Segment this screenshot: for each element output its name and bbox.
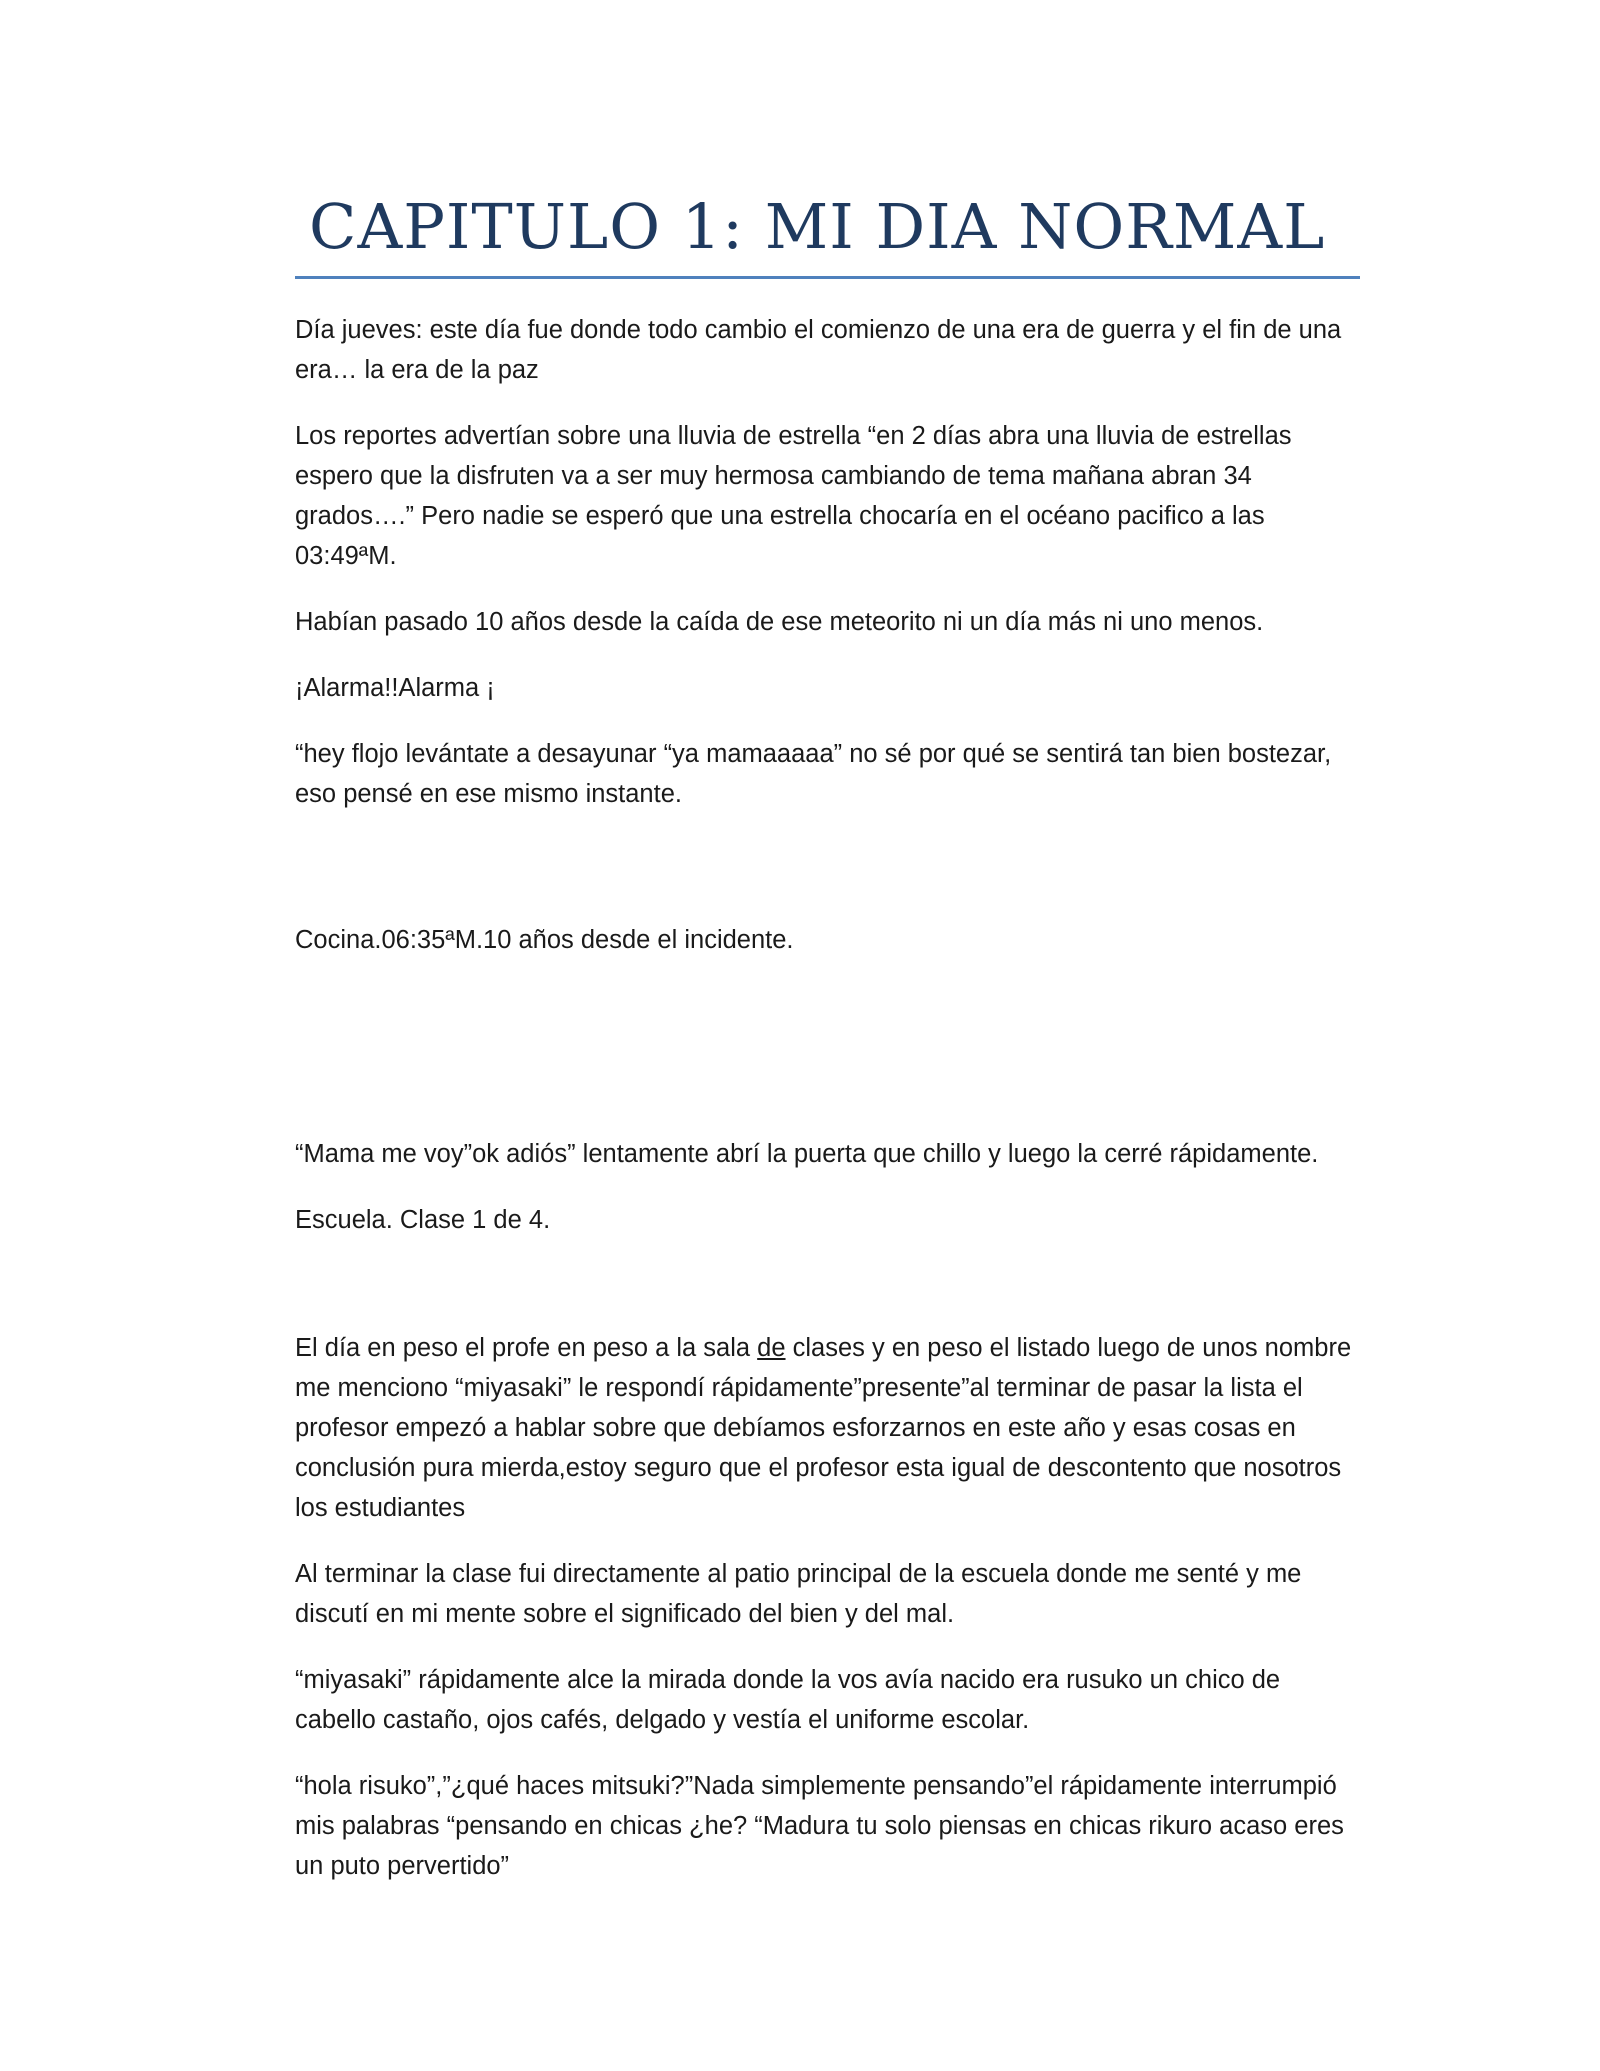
paragraph-1: Día jueves: este día fue donde todo cambio el comienzo de una era de guerra y el fin de una era… la era de la paz	[295, 316, 1342, 384]
paragraph-6: Cocina.06:35ªM.10 años desde el incidente.	[295, 926, 794, 954]
paragraph-8: Escuela. Clase 1 de 4.	[295, 1206, 551, 1234]
paragraph-9-part-1: El día en peso el profe en peso a la sala	[295, 1334, 758, 1362]
paragraph-7: “Mama me voy”ok adiós” lentamente abrí la puerta que chillo y luego la cerré rápidamente.	[295, 1140, 1319, 1168]
paragraph-2: Los reportes advertían sobre una lluvia de estrella “en 2 días abra una lluvia de estrellas espero que la disfruten va a ser muy hermosa cambiando de tema mañana abran 34 grados….” Pero nadie se esperó que una estrella chocaría en el océano pacifico a las 03:49ªM.	[295, 422, 1292, 570]
heading-block	[295, 188, 1360, 279]
chapter-title: CAPITULO 1: MI DIA NORMAL	[309, 190, 1326, 263]
paragraph-4: ¡Alarma!!Alarma ¡	[295, 674, 495, 702]
paragraph-3: Habían pasado 10 años desde la caída de ese meteorito ni un día más ni uno menos.	[295, 608, 1264, 636]
paragraph-5: “hey flojo levántate a desayunar “ya mamaaaaa” no sé por qué se sentirá tan bien bostezar, eso pensé en ese mismo instante.	[295, 740, 1332, 808]
paragraph-9-underlined-word: de	[757, 1334, 786, 1362]
paragraph-12: “hola risuko”,”¿qué haces mitsuki?”Nada simplemente pensando”el rápidamente interrumpió mis palabras “pensando en chicas ¿he? “Madura tu solo piensas en chicas rikuro acaso eres un puto pervertido”	[295, 1772, 1344, 1880]
document-body	[295, 310, 1365, 1912]
paragraph-10: Al terminar la clase fui directamente al patio principal de la escuela donde me senté y me discutí en mi mente sobre el significado del bien y del mal.	[295, 1560, 1302, 1628]
paragraph-9-part-2: clases y en peso el listado luego de unos nombre me menciono “miyasaki” le respondí rápidamente”presente”al terminar de pasar la lista el profesor empezó a hablar sobre que debíamos esforzarnos en este año y esas cosas en conclusión pura mierda,estoy seguro que el profesor esta igual de descontento que nosotros los estudiantes	[295, 1334, 1352, 1522]
paragraph-11: “miyasaki” rápidamente alce la mirada donde la vos avía nacido era rusuko un chico de cabello castaño, ojos cafés, delgado y vestía el uniforme escolar.	[295, 1666, 1281, 1734]
title-underline-rule	[295, 276, 1360, 279]
paragraph-9	[295, 1328, 1365, 1528]
